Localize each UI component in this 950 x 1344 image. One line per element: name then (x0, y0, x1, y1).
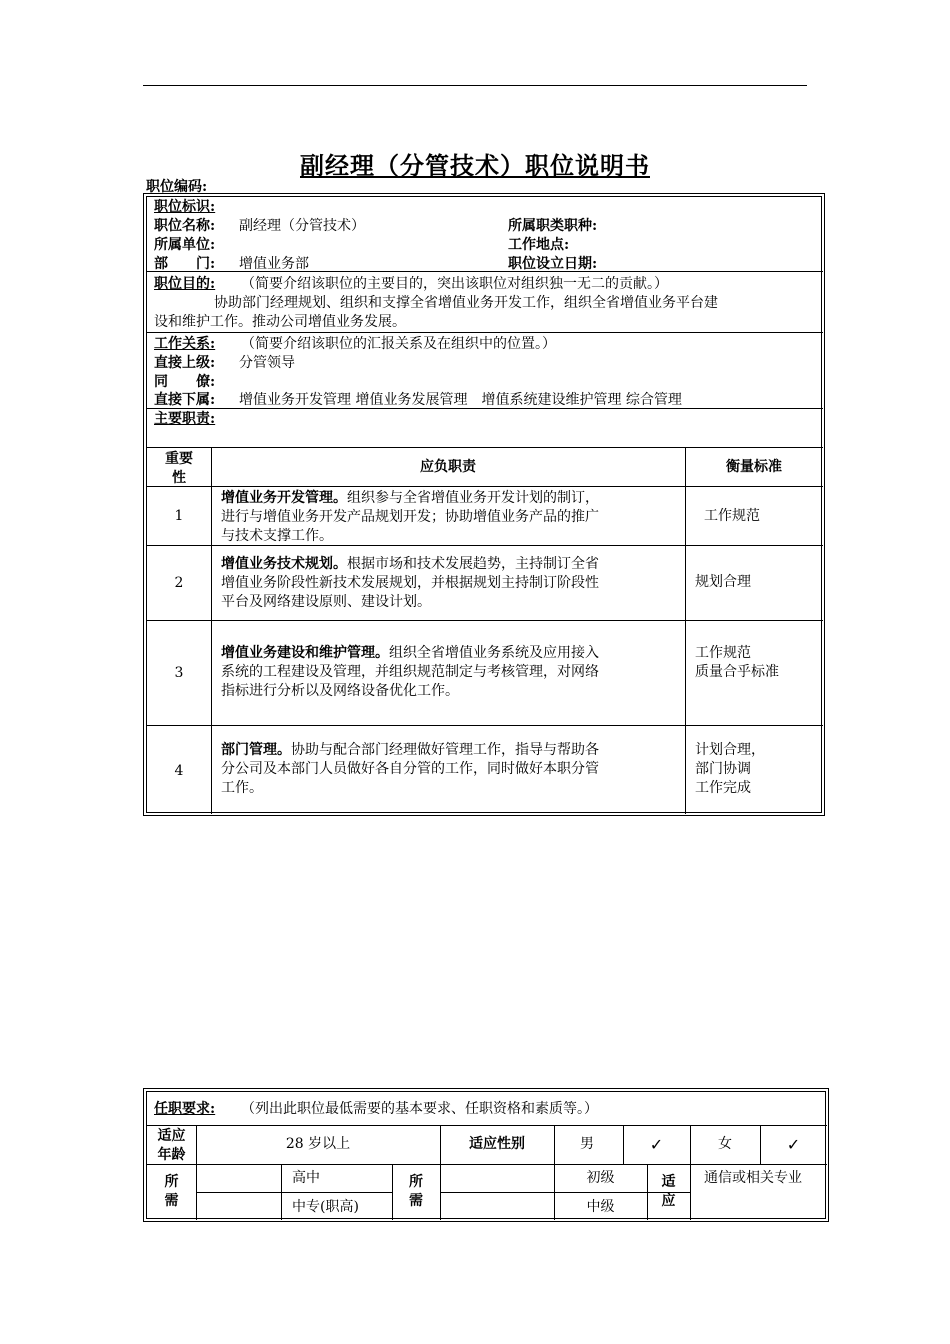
measure-cell (704, 507, 822, 526)
age-label-line2: 年龄 (157, 1147, 186, 1163)
header-importance-line2: 性 (172, 470, 186, 486)
major-label (647, 1173, 690, 1211)
page-title: 副经理（分管技术）职位说明书 (300, 151, 650, 180)
requirements-table (143, 1088, 829, 1222)
gender-female: 女 (718, 1136, 732, 1152)
duty-text: 分公司及本部门人员做好各自分管的工作，同时做好本职分管 (221, 761, 599, 777)
duty-text: 系统的工程建设及管理，并组织规范制定与考核管理，对网络 (221, 664, 599, 680)
major-label-line1: 适 (661, 1174, 676, 1190)
header-rule (143, 85, 807, 86)
divider (147, 486, 823, 487)
duty-text: 工作。 (221, 780, 263, 796)
location-label: 工作地点: (508, 237, 570, 253)
education-option: 高中 (292, 1170, 320, 1186)
dept-value: 增值业务部 (239, 256, 309, 272)
position-name-label: 职位名称: (154, 218, 216, 234)
female-check-icon: ✓ (786, 1135, 801, 1154)
column-divider (211, 447, 212, 814)
purpose-label: 职位目的: (154, 276, 216, 292)
unit-label: 所属单位: (154, 237, 216, 253)
table-row (221, 489, 683, 546)
superior-value: 分管领导 (239, 355, 295, 371)
duty-text: 指标进行分析以及网络设备优化工作。 (221, 683, 459, 699)
duty-title: 增值业务建设和维护管理。 (221, 645, 389, 661)
measure-cell (695, 644, 821, 682)
subordinate-label: 直接下属: (154, 392, 216, 408)
level-option: 初级 (586, 1170, 615, 1186)
education-label (147, 1173, 196, 1211)
requirements-label: 任职要求: (154, 1101, 216, 1117)
category-label: 所属职类职种: (508, 218, 598, 234)
duty-text: 组织参与全省增值业务开发计划的制订， (347, 490, 599, 506)
gender-male: 男 (580, 1136, 594, 1152)
measure-text: 计划合理， (695, 742, 765, 758)
superior-label: 直接上级: (154, 355, 216, 371)
dept-label: 部 门: (154, 256, 216, 272)
duty-text: 组织全省增值业务系统及应用接入 (389, 645, 599, 661)
date-label: 职位设立日期: (508, 256, 598, 272)
purpose-text-line2: 设和维护工作。推动公司增值业务发展。 (154, 314, 406, 330)
divider (196, 1192, 392, 1193)
measure-text: 工作完成 (695, 780, 751, 796)
divider (147, 725, 823, 726)
title-label-line2: 需 (409, 1193, 423, 1209)
duty-text: 根据市场和技术发展趋势，主持制订全省 (347, 556, 599, 572)
measure-text: 工作规范 (695, 645, 751, 661)
duty-title: 部门管理。 (221, 742, 291, 758)
peer-label: 同 僚: (154, 374, 216, 390)
row-number: 2 (174, 575, 184, 591)
relations-hint: （简要介绍该职位的汇报关系及在组织中的位置。） (241, 336, 556, 352)
purpose-text-line1: 协助部门经理规划、组织和支撑全省增值业务开发工作，组织全省增值业务平台建 (214, 295, 718, 311)
education-option: 中专(职高) (292, 1199, 359, 1215)
duty-text: 协助与配合部门经理做好管理工作，指导与帮助各 (291, 742, 599, 758)
header-duty: 应负职责 (420, 459, 476, 475)
position-id-label: 职位标识: (154, 199, 216, 215)
position-code-label: 职位编码: (146, 179, 208, 195)
row-number: 1 (174, 508, 184, 524)
measure-cell (695, 741, 821, 798)
title-label-line1: 所 (409, 1174, 423, 1190)
subordinate-value: 增值业务开发管理 增值业务发展管理 增值系统建设维护管理 综合管理 (239, 392, 682, 408)
row-number: 4 (174, 763, 184, 779)
education-label-line1: 所 (164, 1174, 179, 1190)
duty-text: 进行与增值业务开发产品规划开发；协助增值业务产品的推广 (221, 509, 599, 525)
column-divider (685, 447, 686, 814)
duties-label: 主要职责: (154, 411, 216, 427)
divider (147, 1125, 827, 1126)
header-importance (147, 450, 211, 488)
job-description-table (143, 193, 825, 816)
header-measure: 衡量标准 (726, 459, 782, 475)
title-label (392, 1173, 440, 1211)
purpose-hint: （简要介绍该职位的主要目的，突出该职位对组织独一无二的贡献。） (241, 276, 668, 292)
duty-title: 增值业务开发管理。 (221, 490, 347, 506)
divider (147, 1164, 827, 1165)
duty-text: 平台及网络建设原则、建设计划。 (221, 594, 431, 610)
measure-text: 工作规范 (704, 508, 760, 524)
duty-text: 与技术支撑工作。 (221, 528, 333, 544)
table-row (221, 644, 683, 701)
major-value: 通信或相关专业 (704, 1170, 802, 1186)
header-importance-line1: 重要 (165, 451, 193, 467)
male-check-icon: ✓ (649, 1135, 664, 1154)
major-label-line2: 应 (661, 1193, 676, 1209)
divider (147, 332, 823, 333)
position-name-value: 副经理（分管技术） (239, 218, 365, 234)
measure-text: 规划合理 (695, 574, 751, 590)
table-row (221, 555, 683, 612)
level-option: 中级 (586, 1199, 615, 1215)
duty-title: 增值业务技术规划。 (221, 556, 347, 572)
divider (147, 447, 823, 448)
measure-text: 质量合乎标准 (695, 664, 779, 680)
education-label-line2: 需 (164, 1193, 179, 1209)
duty-text: 增值业务阶段性新技术发展规划，并根据规划主持制订阶段性 (221, 575, 599, 591)
gender-label: 适应性别 (469, 1136, 525, 1152)
requirements-hint: （列出此职位最低需要的基本要求、任职资格和素质等。） (241, 1101, 598, 1117)
age-label-line1: 适应 (157, 1128, 186, 1144)
relations-label: 工作关系: (154, 336, 216, 352)
divider (147, 620, 823, 621)
age-value: 28 岁以上 (285, 1136, 351, 1152)
column-divider (281, 1164, 282, 1220)
measure-cell (695, 573, 821, 592)
table-row (221, 741, 683, 798)
measure-text: 部门协调 (695, 761, 751, 777)
row-number: 3 (174, 665, 184, 681)
age-label (147, 1127, 196, 1165)
